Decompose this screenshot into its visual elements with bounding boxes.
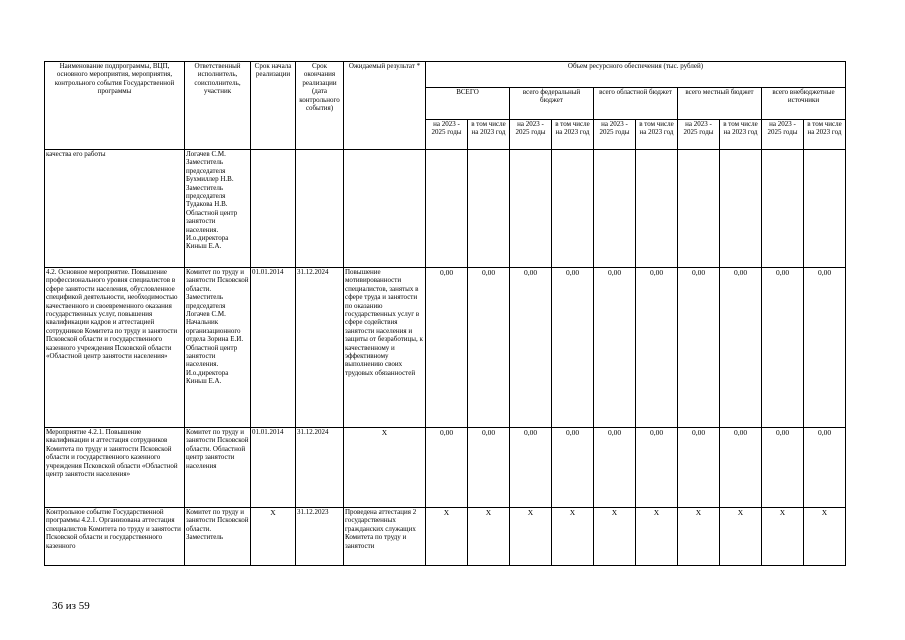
header-start: Срок начала реализации: [251, 62, 296, 150]
subheader-year: в том числе на 2023 год: [468, 120, 510, 150]
row-value: 0,00: [636, 428, 678, 508]
subheader-period: на 2023 - 2025 годы: [762, 120, 804, 150]
header-end: Срок окончания реализации (дата контрольного события): [296, 62, 344, 150]
row-value: X: [552, 508, 594, 566]
header-group-federal: всего федеральный бюджет: [510, 88, 594, 120]
row-name: Мероприятие 4.2.1. Повышение квалификации и аттестация сотрудников Комитета по труду и занятости Псковской области и государственного казенного учреждения Псковской области «Областной центр занятости населения»: [45, 428, 185, 508]
row-value: 0,00: [426, 428, 468, 508]
table-row: [45, 268, 846, 428]
page-number: 36 из 59: [52, 600, 90, 612]
row-value: 0,00: [720, 428, 762, 508]
row-value: 0,00: [804, 428, 846, 508]
row-value: [762, 150, 804, 268]
subheader-year: в том числе на 2023 год: [552, 120, 594, 150]
row-value: 0,00: [762, 268, 804, 428]
row-value: X: [678, 508, 720, 566]
row-responsible: Комитет по труду и занятости Псковской области. Заместитель: [185, 508, 251, 566]
header-row-1: [45, 62, 846, 88]
row-end: [296, 150, 344, 268]
row-value: 0,00: [720, 268, 762, 428]
header-result: Ожидаемый результат *: [344, 62, 426, 150]
subheader-period: на 2023 - 2025 годы: [678, 120, 720, 150]
row-value: 0,00: [510, 428, 552, 508]
subheader-year: в том числе на 2023 год: [720, 120, 762, 150]
row-result: X: [344, 428, 426, 508]
resource-table: [44, 61, 846, 566]
row-value: [426, 150, 468, 268]
row-value: X: [720, 508, 762, 566]
header-group-total: ВСЕГО: [426, 88, 510, 120]
row-result: Проведена аттестация 2 государственных гражданских служащих Комитета по труду и занятости: [344, 508, 426, 566]
row-start: [251, 150, 296, 268]
row-end: 31.12.2024: [296, 428, 344, 508]
row-value: 0,00: [678, 428, 720, 508]
subheader-year: в том числе на 2023 год: [804, 120, 846, 150]
row-end: 31.12.2023: [296, 508, 344, 566]
row-value: [678, 150, 720, 268]
header-group-regional: всего областной бюджет: [594, 88, 678, 120]
row-value: 0,00: [804, 268, 846, 428]
row-result: Повышение мотивированности специалистов, занятых в сфере труда и занятости по оказанию государственных услуг в сфере содействия занятости населения и защиты от безработицы, к качественному и эффективному выполнению своих трудовых обязанностей: [344, 268, 426, 428]
row-start: 01.01.2014: [251, 268, 296, 428]
row-value: [594, 150, 636, 268]
row-value: X: [468, 508, 510, 566]
header-resources: Объем ресурсного обеспечения (тыс. рублей): [426, 62, 846, 88]
row-responsible: Комитет по труду и занятости Псковской области. Заместитель председателя Логачев С.М. Начальник организационного отдела Зорина Е.И. Областной центр занятости населения. И.о.директора Киньш Е.А.: [185, 268, 251, 428]
row-value: [468, 150, 510, 268]
row-value: 0,00: [510, 268, 552, 428]
row-responsible: Комитет по труду и занятости Псковской области. Областной центр занятости населения: [185, 428, 251, 508]
row-value: [636, 150, 678, 268]
row-value: 0,00: [594, 268, 636, 428]
row-value: 0,00: [552, 268, 594, 428]
row-value: X: [510, 508, 552, 566]
row-responsible: Логачев С.М. Заместитель председателя Бухмиллер Н.В. Заместитель председателя Тудакова Н.В. Областной центр занятости населения. И.о.директора Киньш Е.А.: [185, 150, 251, 268]
table-row: [45, 428, 846, 508]
row-value: X: [804, 508, 846, 566]
row-start: X: [251, 508, 296, 566]
row-value: [552, 150, 594, 268]
row-value: 0,00: [552, 428, 594, 508]
row-result: [344, 150, 426, 268]
row-name: качества его работы: [45, 150, 185, 268]
row-value: 0,00: [468, 268, 510, 428]
row-name: 4.2. Основное мероприятие. Повышение профессионального уровня специалистов в сфере занятости населения, обусловленное спецификой деятельности, необходимостью качественного и своевременного оказания государственных услуг, повышения квалификации кадров и аттестацией сотрудников Комитета по труду и занятости Псковской области и государственного казенного учреждения Псковской области «Областной центр занятости населения»: [45, 268, 185, 428]
subheader-period: на 2023 - 2025 годы: [426, 120, 468, 150]
table-row: [45, 508, 846, 566]
row-value: 0,00: [762, 428, 804, 508]
row-value: [510, 150, 552, 268]
row-value: X: [426, 508, 468, 566]
subheader-period: на 2023 - 2025 годы: [510, 120, 552, 150]
header-name: Наименование подпрограммы, ВЦП, основного мероприятия, мероприятия, контрольного события Государственной программы: [45, 62, 185, 150]
row-name: Контрольное событие Государственной программы 4.2.1. Организована аттестация специалистов Комитета по труду и занятости Псковской области и государственного казенного: [45, 508, 185, 566]
header-responsible: Ответственный исполнитель, соисполнитель, участник: [185, 62, 251, 150]
row-value: [804, 150, 846, 268]
subheader-year: в том числе на 2023 год: [636, 120, 678, 150]
row-value: 0,00: [636, 268, 678, 428]
row-value: 0,00: [594, 428, 636, 508]
row-value: 0,00: [678, 268, 720, 428]
row-end: 31.12.2024: [296, 268, 344, 428]
table-row: [45, 150, 846, 268]
row-value: X: [636, 508, 678, 566]
row-value: [720, 150, 762, 268]
row-value: 0,00: [468, 428, 510, 508]
row-value: 0,00: [426, 268, 468, 428]
row-value: X: [594, 508, 636, 566]
header-group-local: всего местный бюджет: [678, 88, 762, 120]
row-start: 01.01.2014: [251, 428, 296, 508]
row-value: X: [762, 508, 804, 566]
subheader-period: на 2023 - 2025 годы: [594, 120, 636, 150]
header-group-extrabudget: всего внебюджетные источники: [762, 88, 846, 120]
